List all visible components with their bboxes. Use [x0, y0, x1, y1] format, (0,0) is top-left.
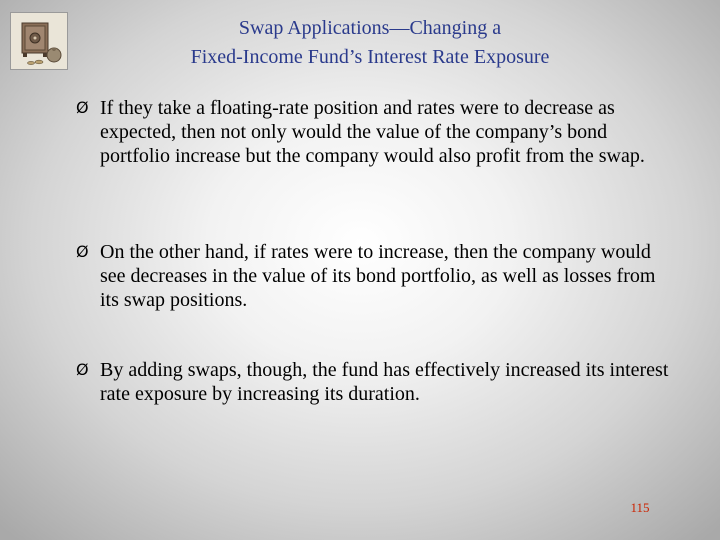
- slide-title-line-2: Fixed-Income Fund’s Interest Rate Exposure: [190, 46, 550, 68]
- bullet-text: If they take a floating-rate position and rates were to decrease as expected, then not only would the value of the company’s bond portfolio increase but the company would also profit from the swap.: [100, 97, 645, 167]
- bullet-item: [76, 358, 676, 406]
- safe-logo-icon: [10, 12, 68, 70]
- arrow-bullet-icon: Ø: [76, 242, 89, 261]
- arrow-bullet-icon: Ø: [76, 360, 89, 379]
- arrow-bullet-icon: Ø: [76, 98, 89, 117]
- slide-title-line-1: Swap Applications—Changing a: [238, 17, 502, 39]
- bullet-text: On the other hand, if rates were to increase, then the company would see decreases in the value of its bond portfolio, as well as losses from its swap positions.: [100, 241, 656, 311]
- page-number: 115: [630, 500, 650, 515]
- slide-title: [130, 14, 610, 72]
- bullet-text: By adding swaps, though, the fund has effectively increased its interest rate exposure by increasing its duration.: [100, 359, 669, 405]
- bullet-item: [76, 240, 676, 312]
- bullet-item: [76, 96, 676, 168]
